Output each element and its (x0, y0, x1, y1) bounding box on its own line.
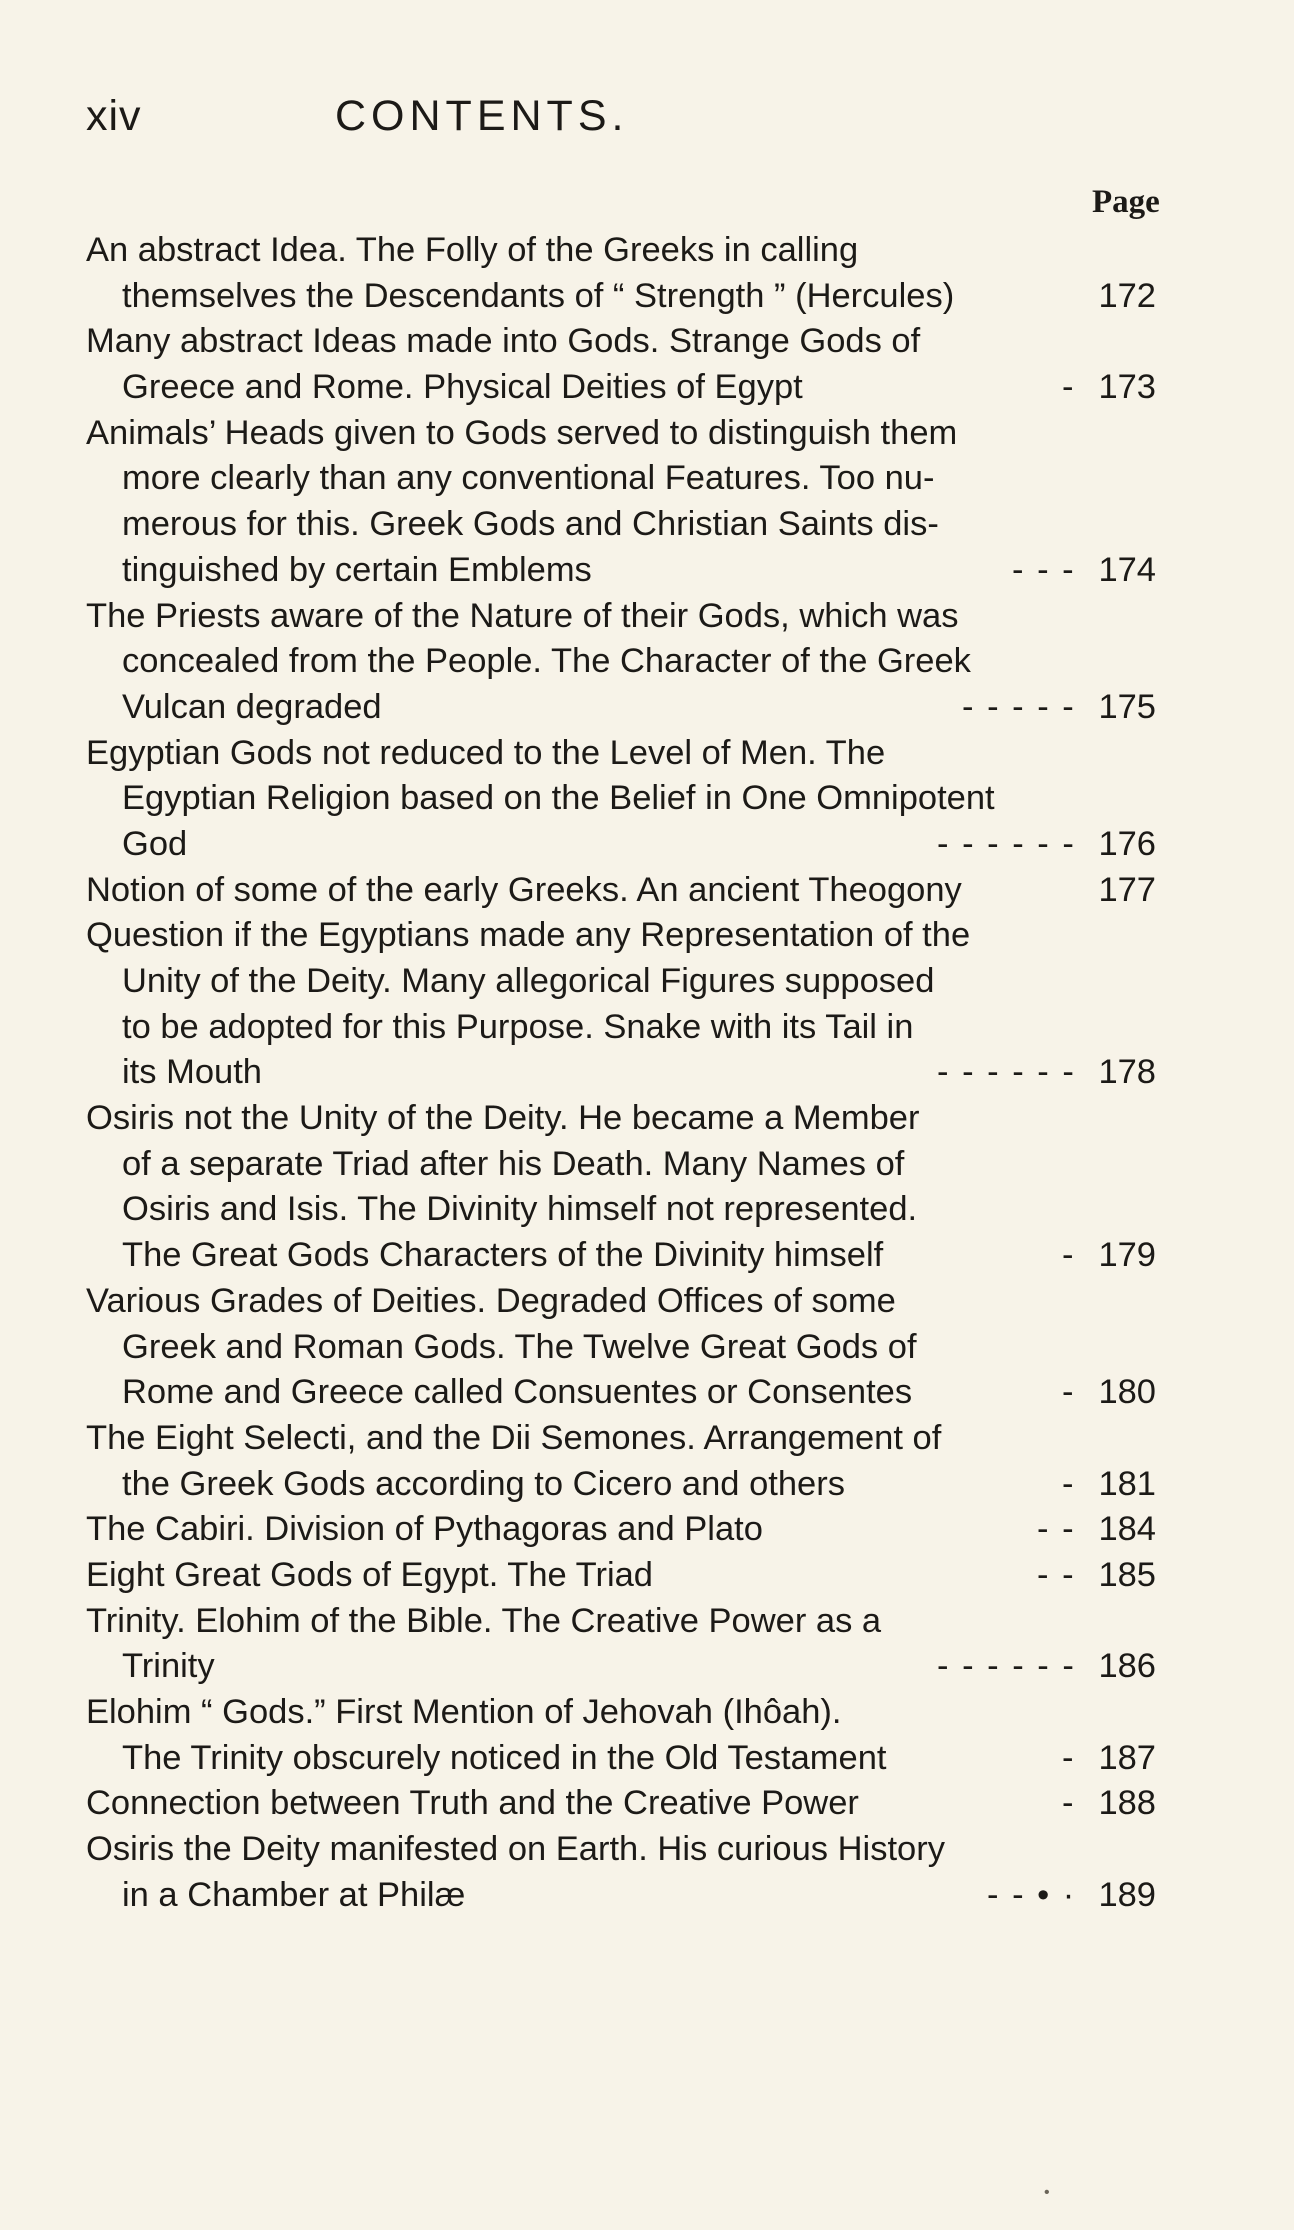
toc-entry-line (86, 1553, 1156, 1599)
toc-leaders: - - - - - (962, 687, 1076, 726)
toc-entry-line (86, 456, 1156, 502)
toc-entry-line (86, 1644, 1156, 1690)
toc-entry-text: themselves the Descendants of “ Strength ” (Hercules) (122, 276, 955, 315)
toc-entry (86, 594, 1156, 731)
toc-leaders: - (1062, 1373, 1076, 1412)
toc-entry-text: Egyptian Gods not reduced to the Level of Men. The (86, 733, 886, 772)
toc-entry-line (86, 274, 1156, 320)
folio-page-number: xiv (86, 92, 142, 140)
toc-entry-line (86, 1370, 1156, 1416)
toc-entry (86, 1553, 1156, 1599)
toc-entry (86, 1279, 1156, 1416)
toc-entry-text: Osiris the Deity manifested on Earth. His curious History (86, 1830, 945, 1869)
toc-page-number: 187 (1098, 1738, 1156, 1777)
toc-entry-text: Osiris not the Unity of the Deity. He became a Member (86, 1099, 920, 1138)
toc-page-number: 177 (1098, 870, 1156, 909)
toc-entry (86, 1827, 1156, 1918)
toc-entry-text: Egyptian Religion based on the Belief in One Omnipotent (122, 779, 995, 818)
toc-entry-line (86, 731, 1156, 777)
toc-entry-text: Unity of the Deity. Many allegorical Figures supposed (122, 962, 935, 1000)
toc-leaders: - (1062, 1738, 1076, 1777)
toc-entry-text: The Eight Selecti, and the Dii Semones. Arrangement of (86, 1418, 942, 1457)
toc-leaders: - (1062, 1464, 1076, 1503)
toc-entry (86, 319, 1156, 410)
toc-entry-text: tinguished by certain Emblems (122, 550, 592, 589)
toc-entry-line (86, 1187, 1156, 1233)
toc-entry-text: Various Grades of Deities. Degraded Offices of some (86, 1281, 896, 1320)
toc-entry-text: The Trinity obscurely noticed in the Old Testament (122, 1738, 887, 1777)
toc-entry-line (86, 411, 1156, 457)
stray-mark: • (1044, 2184, 1050, 2201)
toc-leaders: - (1062, 1236, 1076, 1275)
toc-entry (86, 1507, 1156, 1553)
toc-page-number: 184 (1098, 1510, 1156, 1549)
toc-entry-line (86, 1827, 1156, 1873)
toc-page-number: 185 (1098, 1555, 1156, 1594)
toc-entry-text: Greek and Roman Gods. The Twelve Great Gods of (122, 1327, 917, 1366)
toc-entry-text: Greece and Rome. Physical Deities of Egypt (122, 368, 803, 407)
toc-entry-text: Rome and Greece called Consuentes or Consentes (122, 1373, 913, 1412)
toc-page-number: 174 (1098, 550, 1156, 589)
toc-entry-text: Trinity. Elohim of the Bible. The Creative Power as a (86, 1601, 882, 1640)
toc-leaders: - - (1037, 1555, 1076, 1594)
toc-entry-line (86, 1781, 1156, 1827)
toc-entry-text: Notion of some of the early Greeks. An ancient Theogony (86, 870, 962, 909)
toc-leaders: - - • · (987, 1875, 1077, 1914)
toc-entry-line (86, 1233, 1156, 1279)
toc-page-number: 175 (1098, 687, 1156, 726)
toc-entry-text: Animals’ Heads given to Gods served to distinguish them (86, 413, 958, 452)
toc-entry-line (86, 913, 1156, 959)
toc-entry-line (86, 548, 1156, 594)
toc-entry-text: An abstract Idea. The Folly of the Greeks in calling (86, 231, 859, 269)
toc-entry-line (86, 1690, 1156, 1736)
toc-entry-line (86, 1736, 1156, 1782)
toc-entry-text: concealed from the People. The Character of the Greek (122, 642, 971, 681)
toc-entry-text: its Mouth (122, 1053, 262, 1092)
toc-entry-line (86, 1416, 1156, 1462)
toc-entry (86, 731, 1156, 868)
toc-leaders: - - - - - - (937, 1053, 1076, 1092)
toc-entry-text: The Great Gods Characters of the Divinity himself (122, 1236, 884, 1275)
toc-entry-line (86, 1462, 1156, 1508)
toc-entry-line (86, 822, 1156, 868)
toc-leaders: - - - - - - (937, 1647, 1076, 1686)
toc-entry-line (86, 776, 1156, 822)
toc-entry-line (86, 1873, 1156, 1919)
toc-entry (86, 913, 1156, 1096)
toc-entry-text: Elohim “ Gods.” First Mention of Jehovah (Ihôah). (86, 1693, 842, 1731)
toc-entry-text: Trinity (122, 1647, 215, 1686)
toc-entry (86, 1781, 1156, 1827)
toc-entry-line (86, 639, 1156, 685)
toc-page-number: 173 (1098, 368, 1156, 407)
toc-entry-line (86, 594, 1156, 640)
toc-entry-text: the Greek Gods according to Cicero and others (122, 1464, 845, 1503)
toc-entry-line (86, 365, 1156, 411)
toc-entry-line (86, 1279, 1156, 1325)
toc-entry-line (86, 1142, 1156, 1188)
page-title: CONTENTS. (335, 92, 629, 140)
toc-entry-line (86, 959, 1156, 1005)
toc-page-number: 178 (1098, 1053, 1156, 1092)
toc-leaders: - (1062, 1784, 1076, 1823)
toc-entry-text: The Cabiri. Division of Pythagoras and Plato (86, 1510, 763, 1549)
toc-page-number: 180 (1098, 1373, 1156, 1412)
toc-entry (86, 868, 1156, 914)
toc-entry-line (86, 502, 1156, 548)
toc-leaders: - - (1037, 1510, 1076, 1549)
toc-entry-line (86, 1096, 1156, 1142)
toc-entry-text: The Priests aware of the Nature of their Gods, which was (86, 596, 959, 635)
toc-entry-text: merous for this. Greek Gods and Christian Saints dis- (122, 505, 939, 544)
toc-leaders: - - - (1012, 550, 1076, 589)
toc-entry (86, 411, 1156, 594)
page-column-label: Page (1092, 184, 1160, 220)
toc-entry (86, 1599, 1156, 1690)
toc-entry-text: Many abstract Ideas made into Gods. Strange Gods of (86, 322, 921, 361)
toc-entry-text: God (122, 824, 188, 863)
toc-entry-line (86, 1005, 1156, 1051)
toc-page-number: 189 (1098, 1875, 1156, 1914)
toc-entry (86, 228, 1156, 319)
toc-entry-text: in a Chamber at Philæ (122, 1875, 466, 1914)
toc-entry-line (86, 228, 1156, 274)
toc-entry-line (86, 685, 1156, 731)
toc-entry-text: Osiris and Isis. The Divinity himself not represented. (122, 1190, 918, 1229)
toc-page-number: 181 (1098, 1464, 1156, 1503)
toc-entry (86, 1690, 1156, 1781)
toc-entry (86, 1096, 1156, 1279)
page-header (0, 92, 1294, 152)
toc-entry-text: more clearly than any conventional Features. Too nu- (122, 459, 935, 498)
toc-page-number: 176 (1098, 824, 1156, 863)
toc-entry-line (86, 1050, 1156, 1096)
toc-entry-line (86, 1507, 1156, 1553)
toc-leaders: - - - - - - (937, 824, 1076, 863)
toc-entry-line (86, 1599, 1156, 1645)
toc-entry-line (86, 868, 1156, 914)
toc-entry-text: Eight Great Gods of Egypt. The Triad (86, 1555, 653, 1594)
toc-entry-text: Vulcan degraded (122, 687, 382, 726)
toc-page-number: 186 (1098, 1647, 1156, 1686)
toc-entry-line (86, 1325, 1156, 1371)
toc-page-number: 188 (1098, 1784, 1156, 1823)
toc-entry-text: to be adopted for this Purpose. Snake with its Tail in (122, 1007, 914, 1046)
toc-entry-line (86, 319, 1156, 365)
toc-entry-text: Connection between Truth and the Creative Power (86, 1784, 859, 1823)
toc-page-number: 179 (1098, 1236, 1156, 1275)
toc-entry-text: Question if the Egyptians made any Representation of the (86, 916, 971, 955)
toc-leaders: - (1062, 368, 1076, 407)
toc-entry-text: of a separate Triad after his Death. Many Names of (122, 1144, 905, 1183)
toc-page-number: 172 (1098, 276, 1156, 315)
contents-list (86, 228, 1156, 1918)
toc-entry (86, 1416, 1156, 1507)
